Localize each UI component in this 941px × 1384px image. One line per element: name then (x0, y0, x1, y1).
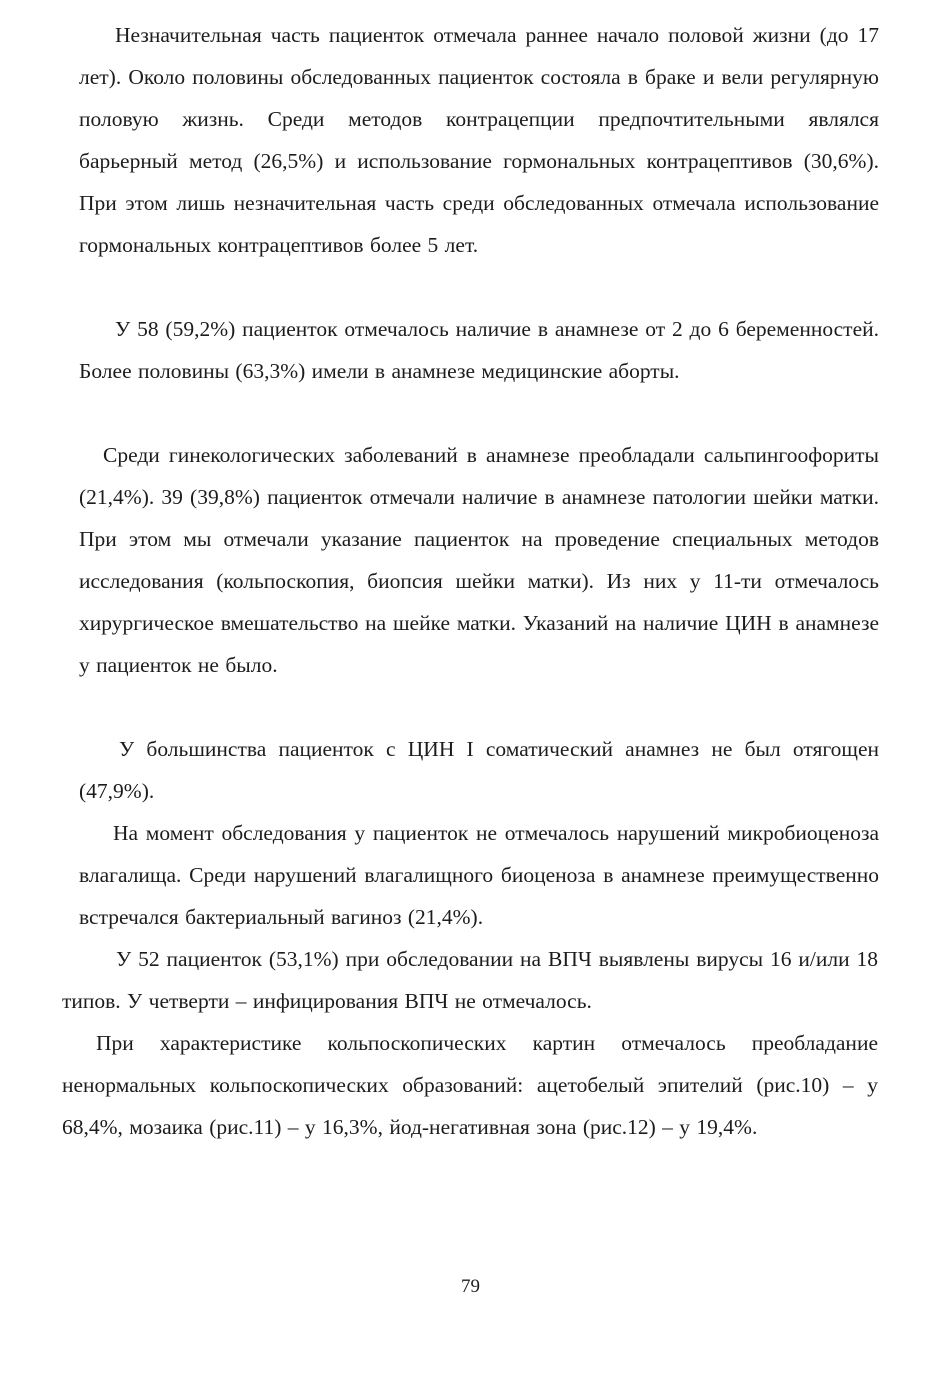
page-number: 79 (461, 1276, 480, 1297)
paragraph-hpv: У 52 пациенток (53,1%) при обследовании на ВПЧ выявлены вирусы 16 и/или 18 типов. У четверти – инфицирования ВПЧ не отмечалось. (62, 947, 878, 1013)
paragraph-somatic-history: У большинства пациенток с ЦИН I соматический анамнез не был отягощен (47,9%). (79, 737, 879, 803)
paragraph-gynecological-history: Среди гинекологических заболеваний в анамнезе преобладали сальпингоофориты (21,4%). 39 (39,8%) пациенток отмечали наличие в анамнезе патологии шейки матки. При этом мы отмечали указание пациенток на проведение специальных методов исследования (кольпоскопия, биопсия шейки матки). Из них у 11-ти отмечалось хирургическое вмешательство на шейке матки. Указаний на наличие ЦИН в анамнезе у пациенток не было. (79, 443, 879, 677)
paragraph-microbiocenosis: На момент обследования у пациенток не отмечалось нарушений микробиоценоза влагалища. Среди нарушений влагалищного биоценоза в анамнезе преимущественно встречался бактериальный вагиноз (21,4%). (79, 821, 879, 929)
paragraph-sexual-history: Незначительная часть пациенток отмечала раннее начало половой жизни (до 17 лет). Около половины обследованных пациенток состояла в браке и вели регулярную половую жизнь. Среди методов контрацепции предпочтительными являлся барьерный метод (26,5%) и использование гормональных контрацептивов (30,6%). При этом лишь незначительная часть среди обследованных отмечала использование гормональных контрацептивов более 5 лет. (79, 23, 879, 257)
paragraph-pregnancies: У 58 (59,2%) пациенток отмечалось наличие в анамнезе от 2 до 6 беременностей. Более половины (63,3%) имели в анамнезе медицинские аборты. (79, 317, 879, 383)
paragraph-colposcopy: При характеристике кольпоскопических картин отмечалось преобладание ненормальных кольпоскопических образований: ацетобелый эпителий (рис.10) – у 68,4%, мозаика (рис.11) – у 16,3%, йод-негативная зона (рис.12) – у 19,4%. (62, 1031, 878, 1139)
